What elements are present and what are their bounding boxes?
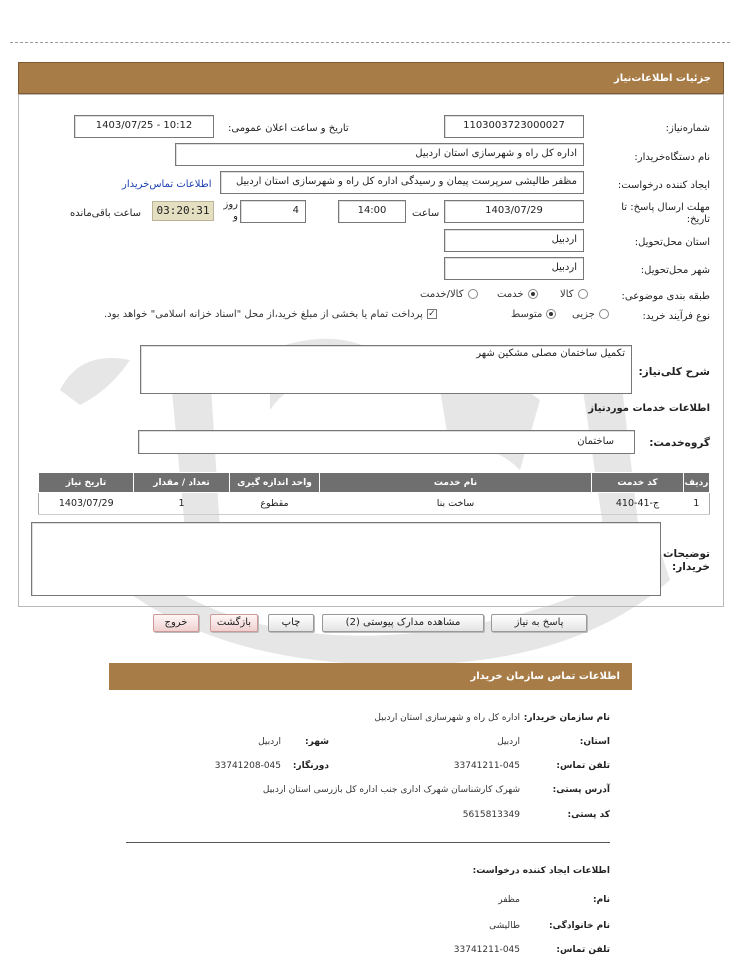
- requester-field: مظفر طالیشی سرپرست پیمان و رسیدگی اداره کل راه و شهرسازی استان اردبیل: [220, 171, 584, 194]
- province-value: اردبیل: [497, 737, 520, 747]
- org-name-label: نام سازمان خریدار:: [523, 713, 610, 723]
- col-header-quantity: تعداد / مقدار: [134, 473, 230, 493]
- buyer-org-label: نام دستگاه‌خریدار:: [634, 152, 710, 163]
- cell-unit: مقطوع: [230, 493, 320, 515]
- radio-selected-icon: [528, 289, 538, 299]
- category-option-goods-service[interactable]: کالا/خدمت: [420, 289, 478, 300]
- last-name-value: طالیشی: [489, 921, 520, 931]
- days-label: روز و: [223, 199, 238, 222]
- delivery-city-label: شهر محل‌تحویل:: [640, 265, 710, 276]
- deadline-label: مهلت ارسال پاسخ: تا تاریخ:: [621, 202, 710, 225]
- org-name-value: اداره کل راه و شهرسازی استان اردبیل: [374, 713, 520, 723]
- need-number-field: 1103003723000027: [444, 115, 584, 138]
- top-divider: [10, 42, 730, 43]
- remaining-time-display: 03:20:31: [152, 201, 214, 221]
- delivery-province-label: استان محل‌تحویل:: [634, 237, 710, 248]
- delivery-province-field: اردبیل: [444, 229, 584, 252]
- col-header-unit: واحد اندازه گیری: [230, 473, 320, 493]
- first-name-value: مظفر: [498, 895, 520, 905]
- col-header-need-date: تاریخ نیاز: [39, 473, 134, 493]
- service-group-field: ساختمان: [138, 430, 635, 454]
- announce-datetime-field: 1403/07/25 - 10:12: [74, 115, 214, 138]
- buyer-notes-label: توضیحات خریدار:: [662, 548, 710, 573]
- services-section-title: اطلاعات خدمات موردنیاز: [588, 403, 710, 414]
- purchase-type-label: نوع فرآیند خرید:: [642, 311, 710, 322]
- purchase-option-minor[interactable]: جزیی: [572, 309, 609, 320]
- first-name-label: نام:: [593, 895, 610, 905]
- service-group-label: گروه‌خدمت:: [649, 437, 710, 449]
- reply-button[interactable]: پاسخ به نیاز: [491, 614, 587, 632]
- postal-code-value: 5615813349: [462, 810, 520, 820]
- radio-selected-icon: [546, 309, 556, 319]
- cell-quantity: 1: [134, 493, 230, 515]
- delivery-city-field: اردبیل: [444, 257, 584, 280]
- radio-icon: [578, 289, 588, 299]
- col-header-service-name: نام خدمت: [320, 473, 592, 493]
- fax-value: 33741208-045: [214, 761, 281, 771]
- view-attachments-button[interactable]: مشاهده مدارک پیوستی (2): [322, 614, 484, 632]
- fax-label: دورنگار:: [292, 761, 329, 771]
- back-button[interactable]: بازگشت: [210, 614, 258, 632]
- table-row: [39, 493, 710, 515]
- address-value: شهرک کارشناسان شهرک اداری جنب اداره کل بازرسی استان اردبیل: [262, 785, 520, 795]
- col-header-row-number: ردیف: [684, 473, 710, 493]
- city-value: اردبیل: [258, 737, 281, 747]
- deadline-days-field: 4: [240, 200, 306, 223]
- phone-value: 33741211-045: [453, 761, 520, 771]
- cell-service-name: ساخت بنا: [320, 493, 592, 515]
- deadline-time-label: ساعت: [412, 208, 440, 219]
- remaining-time-label: ساعت باقی‌مانده: [70, 208, 142, 219]
- radio-icon: [468, 289, 478, 299]
- radio-icon: [599, 309, 609, 319]
- postal-code-label: کد پستی:: [567, 810, 610, 820]
- last-name-label: نام خانوادگی:: [548, 921, 610, 931]
- province-label: استان:: [579, 737, 610, 747]
- section-divider: [126, 842, 610, 843]
- buyer-contact-section-title: اطلاعات تماس سازمان خریدار: [109, 663, 632, 690]
- deadline-time-field: 14:00: [338, 200, 406, 223]
- phone-label: تلفن تماس:: [556, 761, 610, 771]
- exit-button[interactable]: خروج: [153, 614, 199, 632]
- cell-need-date: 1403/07/29: [39, 493, 134, 515]
- description-field: تکمیل ساختمان مصلی مشکین شهر: [140, 345, 632, 394]
- buyer-notes-field: [31, 522, 661, 596]
- announce-datetime-label: تاریخ و ساعت اعلان عمومی:: [228, 123, 349, 134]
- need-number-label: شماره‌نیاز:: [665, 123, 710, 134]
- buyer-org-field: اداره کل راه و شهرسازی استان اردبیل: [175, 143, 584, 166]
- treasury-note-checkbox[interactable]: ✓پرداخت تمام یا بخشی از مبلغ خرید،از محل "اسناد خزانه اسلامی" خواهد بود.: [104, 309, 436, 320]
- checkbox-checked-icon: ✓: [428, 309, 436, 319]
- address-label: آدرس پستی:: [552, 785, 610, 795]
- requester-phone-label: تلفن تماس:: [556, 945, 610, 955]
- description-label: شرح کلی‌نیاز:: [638, 366, 710, 378]
- requester-info-title: اطلاعات ایجاد کننده درخواست:: [472, 866, 610, 876]
- buyer-contact-link[interactable]: اطلاعات تماس‌خریدار: [122, 179, 212, 190]
- purchase-option-medium[interactable]: متوسط: [511, 309, 556, 320]
- category-label: طبقه بندی موضوعی:: [621, 291, 710, 302]
- print-button[interactable]: چاپ: [268, 614, 314, 632]
- col-header-service-code: کد خدمت: [592, 473, 684, 493]
- category-option-service[interactable]: خدمت: [497, 289, 538, 300]
- requester-label: ایجاد کننده درخواست:: [617, 180, 710, 191]
- requester-phone-value: 33741211-045: [453, 945, 520, 955]
- cell-service-code: ج-41-410: [592, 493, 684, 515]
- city-label: شهر:: [305, 737, 329, 747]
- deadline-date-field: 1403/07/29: [444, 200, 584, 223]
- category-option-goods[interactable]: کالا: [560, 289, 588, 300]
- services-table: [38, 472, 710, 515]
- cell-row-number: 1: [684, 493, 710, 515]
- page-title: جزئیات اطلاعات‌نیاز: [18, 62, 724, 94]
